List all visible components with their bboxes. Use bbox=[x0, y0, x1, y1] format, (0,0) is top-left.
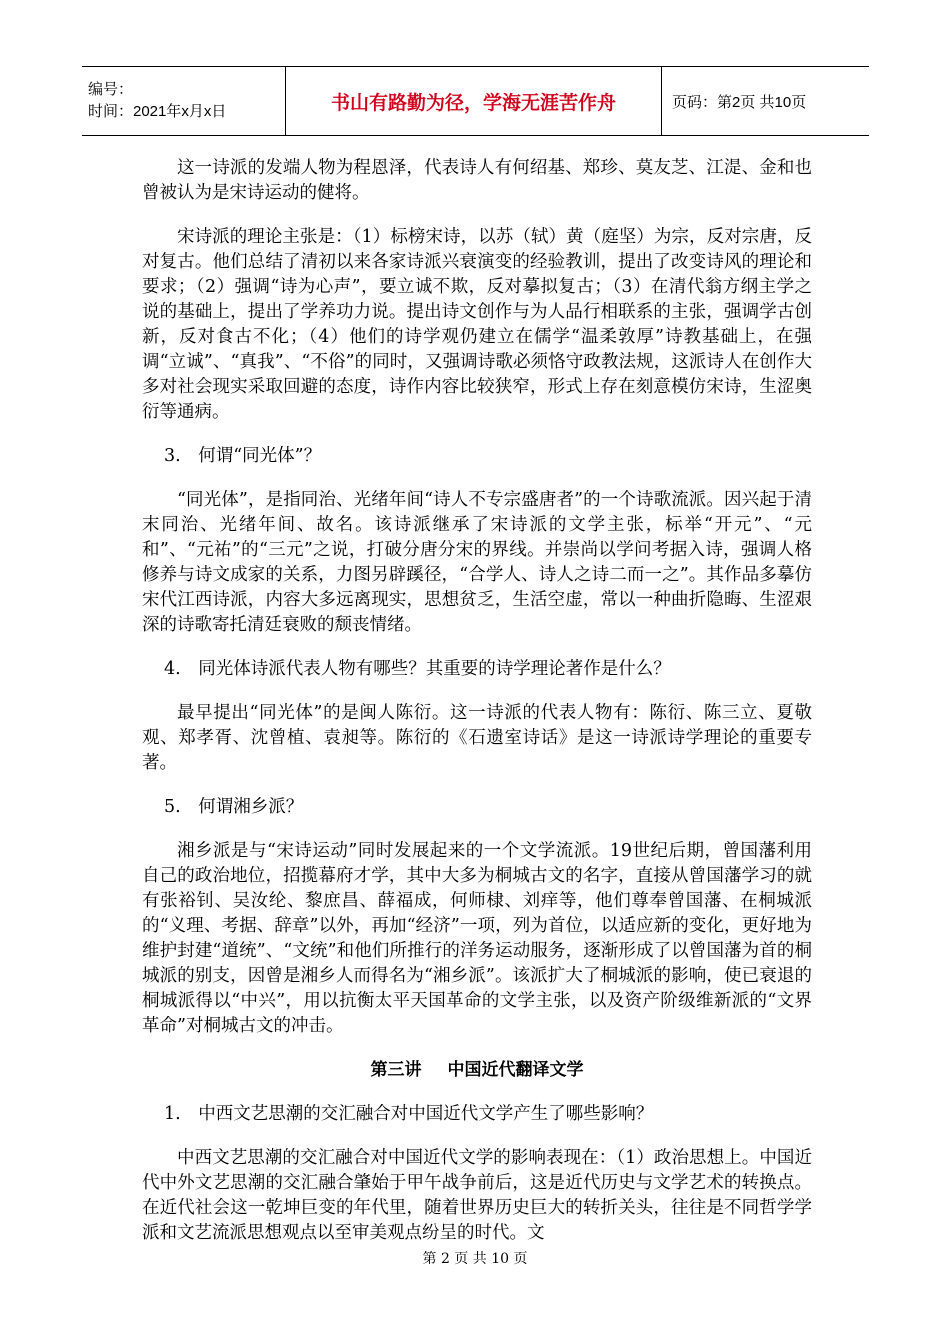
question-heading: 4. 同光体诗派代表人物有哪些？其重要的诗学理论著作是什么？ bbox=[164, 659, 671, 679]
section-title: 第三讲 中国近代翻译文学 bbox=[370, 1060, 584, 1080]
paragraph: 中西文艺思潮的交汇融合对中国近代文学的影响表现在：（1）政治思想上。中国近代中外文艺思潮的交汇融合肇始于甲午战争前后，这是近代历史与文学艺术的转换点。在近代社会这一乾坤巨变的年代里，随着世界历史巨大的转折关头，往往是不同哲学学派和文艺流派思想观点以至审美观点纷呈的时代。文 bbox=[142, 1148, 812, 1243]
paragraph: 最早提出“同光体”的是闽人陈衍。这一诗派的代表人物有：陈衍、陈三立、夏敬观、郑孝胥、沈曾植、袁昶等。陈衍的《石遗室诗话》是这一诗派诗学理论的重要专著。 bbox=[142, 703, 812, 773]
document-body bbox=[142, 156, 812, 1246]
paragraph: “同光体”，是指同治、光绪年间“诗人不专宗盛唐者”的一个诗歌流派。因兴起于清末同治、光绪年间、故名。该诗派继承了宋诗派的文学主张，标举“开元”、“元和”、“元祐”的“三元”之说，打破分唐分宋的界线。并崇尚以学问考据入诗，强调人格修养与诗文成家的关系，力图另辟蹊径，“合学人、诗人之诗二而一之”。其作品多摹仿宋代江西诗派，内容大多远离现实，思想贫乏，生活空虚，常以一种曲折隐晦、生涩艰深的诗歌寄托清廷衰败的颓丧情绪。 bbox=[142, 490, 812, 635]
question-heading: 1. 中西文艺思潮的交汇融合对中国近代文学产生了哪些影响？ bbox=[164, 1104, 654, 1124]
paragraph: 湘乡派是与“宋诗运动”同时发展起来的一个文学流派。19世纪后期，曾国藩利用自己的政治地位，招揽幕府才学，其中大多为桐城古文的名字，直接从曾国藩学习的就有张裕钊、吴汝纶、黎庶昌、薛福成，何师棣、刘痒等，他们尊奉曾国藩、在桐城派的“义理、考据、辞章”以外，再加“经济”一项，列为首位，以适应新的变化，更好地为维护封建“道统”、“文统”和他们所推行的洋务运动服务，逐渐形成了以曾国藩为首的桐城派的别支，因曾是湘乡人而得名为“湘乡派”。该派扩大了桐城派的影响，使已衰退的桐城派得以“中兴”，用以抗衡太平天国革命的文学主张，以及资产阶级维新派的“文界革命”对桐城古文的冲击。 bbox=[142, 841, 812, 1036]
header-motto: 书山有路勤为径，学海无涯苦作舟 bbox=[286, 67, 662, 136]
question-heading: 5. 何谓湘乡派？ bbox=[164, 797, 304, 817]
document-number-label: 编号： bbox=[88, 81, 134, 98]
header-meta-cell bbox=[82, 67, 286, 136]
paragraph: 宋诗派的理论主张是：（1）标榜宋诗，以苏（轼）黄（庭坚）为宗，反对宗唐，反对复古。他们总结了清初以来各家诗派兴衰演变的经验教训，提出了改变诗风的理论和要求；（2）强调“诗为心声”，要立诚不欺，反对摹拟复古；（3）在清代翁方纲主学之说的基础上，提出了学养功力说。提出诗文创作与为人品行相联系的主张，强调学古创新，反对食古不化；（4）他们的诗学观仍建立在儒学“温柔敦厚”诗教基础上，在强调“立诚”、“真我”、“不俗”的同时，又强调诗歌必须恪守政教法规，这派诗人在创作大多对社会现实采取回避的态度，诗作内容比较狭窄，形式上存在刻意模仿宋诗，生涩奥衍等通病。 bbox=[142, 227, 812, 422]
page-header bbox=[82, 66, 869, 136]
page-footer: 第 2 页 共 10 页 bbox=[422, 1251, 528, 1267]
paragraph: 这一诗派的发端人物为程恩泽，代表诗人有何绍基、郑珍、莫友芝、江湜、金和也曾被认为是宋诗运动的健将。 bbox=[142, 158, 812, 203]
header-page-info: 页码：第2页 共10页 bbox=[662, 67, 870, 136]
question-heading: 3. 何谓“同光体”？ bbox=[164, 446, 322, 466]
document-time-label: 时间：2021年x月x日 bbox=[88, 103, 227, 120]
